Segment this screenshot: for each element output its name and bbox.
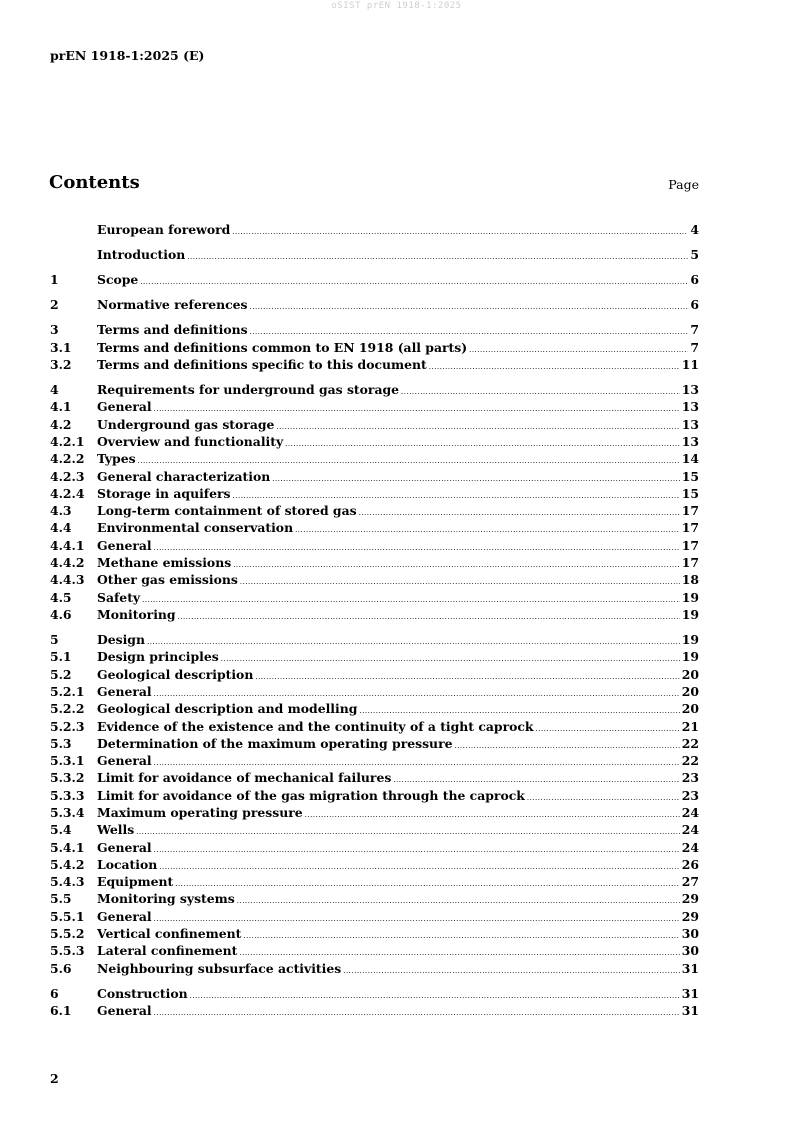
toc-entry-number: 5.4.3 [50, 874, 85, 890]
toc-entry[interactable] [50, 840, 699, 857]
toc-entry-page: 24 [681, 822, 699, 838]
toc-entry-page: 31 [681, 960, 699, 976]
page-number: 2 [50, 1071, 59, 1086]
toc-dot-leader [233, 561, 680, 569]
toc-entry[interactable] [50, 667, 699, 684]
toc-entry[interactable] [50, 736, 699, 753]
toc-entry-page: 13 [681, 416, 699, 432]
toc-dot-leader [147, 638, 680, 646]
toc-entry-number: 5.6 [50, 960, 72, 976]
toc-dot-leader [250, 328, 689, 336]
toc-entry[interactable] [50, 503, 699, 520]
toc-entry[interactable] [50, 486, 699, 503]
toc-entry-page: 7 [690, 322, 699, 338]
toc-entry-title[interactable]: Monitoring [97, 606, 176, 622]
toc-entry-title[interactable]: Wells [97, 822, 135, 838]
watermark: oSIST prEN 1918-1:2025 [331, 1, 462, 11]
toc-entry-number: 5.3.1 [50, 753, 85, 769]
toc-entry-title[interactable]: Methane emissions [97, 555, 232, 571]
toc-dot-leader [190, 992, 680, 1000]
toc-entry-page: 5 [690, 247, 699, 263]
toc-dot-leader [272, 475, 680, 483]
toc-entry[interactable] [50, 322, 699, 339]
toc-dot-leader [469, 346, 688, 354]
toc-dot-leader [233, 492, 680, 500]
toc-entry[interactable] [50, 572, 699, 589]
toc-entry-title[interactable]: General [97, 683, 152, 699]
toc-entry[interactable] [50, 357, 699, 374]
toc-entry-page: 22 [681, 753, 699, 769]
toc-entry[interactable] [50, 822, 699, 839]
toc-entry-number: 5.4.1 [50, 839, 85, 855]
toc-entry-title[interactable]: Environmental conservation [97, 520, 294, 536]
toc-entry-page: 20 [681, 701, 699, 717]
toc-entry[interactable] [50, 701, 699, 718]
toc-entry-number: 4.4 [50, 520, 72, 536]
toc-entry-page: 4 [690, 222, 699, 237]
toc-dot-leader [240, 578, 680, 586]
toc-dot-leader [175, 880, 680, 888]
toc-entry-page: 30 [681, 926, 699, 942]
toc-entry-page: 19 [681, 606, 699, 622]
toc-entry-number: 4.3 [50, 503, 72, 519]
toc-entry-title[interactable]: Maximum operating pressure [97, 804, 303, 820]
toc-dot-leader [295, 526, 680, 534]
toc-entry-number: 4.4.3 [50, 572, 85, 588]
toc-entry-number: 4 [50, 382, 59, 398]
toc-entry-title[interactable]: General [97, 1003, 152, 1019]
toc-entry-page: 24 [681, 804, 699, 820]
toc-entry[interactable] [50, 469, 699, 486]
toc-entry-number: 4.1 [50, 399, 72, 415]
toc-entry-number: 3 [50, 322, 59, 338]
toc-entry-page: 6 [690, 272, 699, 288]
toc-entry[interactable] [50, 891, 699, 908]
toc-entry-title[interactable]: Long-term containment of stored gas [97, 503, 357, 519]
toc-entry-title[interactable]: Normative references [97, 297, 248, 313]
toc-entry[interactable] [50, 340, 699, 357]
toc-entry-page: 31 [681, 1003, 699, 1019]
toc-entry-number: 1 [50, 272, 59, 288]
toc-dot-leader [527, 794, 680, 802]
toc-entry-page: 11 [681, 356, 699, 372]
toc-entry-page: 13 [681, 433, 699, 449]
toc-entry[interactable] [50, 986, 699, 1003]
toc-entry[interactable] [50, 590, 699, 607]
toc-entry-page: 17 [681, 520, 699, 536]
toc-entry-title[interactable]: Terms and definitions common to EN 1918 (all parts) [97, 339, 468, 355]
toc-entry-page: 14 [681, 451, 699, 467]
toc-entry-number: 4.6 [50, 606, 72, 622]
toc-entry-number: 5.3 [50, 735, 72, 751]
table-of-contents [50, 222, 699, 1020]
toc-dot-leader [305, 811, 680, 819]
toc-entry-title[interactable]: Design [97, 632, 145, 648]
toc-entry-number: 5.3.4 [50, 804, 85, 820]
toc-entry-title[interactable]: General characterization [97, 468, 271, 484]
toc-dot-leader [359, 509, 680, 517]
toc-entry-title[interactable]: Underground gas storage [97, 416, 275, 432]
page-column-label: Page [668, 177, 699, 192]
toc-entry-page: 29 [681, 908, 699, 924]
toc-entry-title[interactable]: Vertical confinement [97, 926, 242, 942]
toc-dot-leader [429, 363, 680, 371]
toc-entry-number: 4.2.1 [50, 433, 85, 449]
toc-entry-number: 5.5 [50, 891, 72, 907]
toc-entry-number: 5.4.2 [50, 856, 85, 872]
toc-dot-leader [255, 673, 679, 681]
toc-dot-leader [154, 690, 680, 698]
toc-dot-leader [276, 423, 679, 431]
toc-entry-title[interactable]: General [97, 399, 152, 415]
toc-entry[interactable] [50, 857, 699, 874]
toc-entry[interactable] [50, 909, 699, 926]
toc-entry-page: 23 [681, 787, 699, 803]
toc-entry[interactable] [50, 247, 699, 264]
toc-entry-number: 5.1 [50, 649, 72, 665]
toc-entry[interactable] [50, 753, 699, 770]
toc-entry-number: 3.2 [50, 356, 72, 372]
toc-entry-page: 15 [681, 485, 699, 501]
toc-dot-leader [359, 707, 679, 715]
toc-entry-number: 5.2.2 [50, 701, 85, 717]
toc-entry-title[interactable]: Introduction [97, 247, 186, 263]
toc-dot-leader [243, 932, 679, 940]
toc-dot-leader [154, 759, 680, 767]
toc-entry-page: 20 [681, 666, 699, 682]
toc-entry-number: 4.4.2 [50, 555, 85, 571]
toc-dot-leader [140, 278, 688, 286]
toc-dot-leader [142, 596, 680, 604]
toc-entry-title[interactable]: General [97, 753, 152, 769]
toc-entry-page: 15 [681, 468, 699, 484]
toc-entry[interactable] [50, 451, 699, 468]
toc-entry-page: 19 [681, 649, 699, 665]
toc-entry-title[interactable]: General [97, 839, 152, 855]
toc-entry-title[interactable]: Terms and definitions specific to this document [97, 356, 427, 372]
toc-dot-leader [178, 613, 680, 621]
toc-entry-title[interactable]: Terms and definitions [97, 322, 248, 338]
toc-entry[interactable] [50, 649, 699, 666]
toc-entry-page: 18 [681, 572, 699, 588]
toc-entry-title[interactable]: Monitoring systems [97, 891, 235, 907]
toc-entry[interactable] [50, 1003, 699, 1020]
toc-entry-title[interactable]: Scope [97, 272, 139, 288]
toc-entry[interactable] [50, 632, 699, 649]
toc-entry[interactable] [50, 788, 699, 805]
toc-entry[interactable] [50, 520, 699, 537]
toc-dot-leader [239, 949, 679, 957]
toc-dot-leader [136, 828, 680, 836]
toc-entry[interactable] [50, 222, 699, 239]
toc-dot-leader [285, 440, 680, 448]
toc-entry-number: 6 [50, 985, 59, 1001]
toc-entry-number: 6.1 [50, 1003, 72, 1019]
toc-dot-leader [159, 863, 679, 871]
toc-entry-number: 5.2.1 [50, 683, 85, 699]
toc-dot-leader [401, 388, 680, 396]
toc-dot-leader [454, 742, 679, 750]
toc-entry-number: 5.2.3 [50, 718, 85, 734]
toc-entry-page: 23 [681, 770, 699, 786]
toc-entry[interactable] [50, 719, 699, 736]
toc-entry-title[interactable]: Limit for avoidance of mechanical failures [97, 770, 392, 786]
toc-entry-number: 5.5.1 [50, 908, 85, 924]
toc-dot-leader [232, 228, 688, 236]
toc-entry-title[interactable]: Design principles [97, 649, 219, 665]
toc-entry-title[interactable]: Neighbouring subsurface activities [97, 960, 342, 976]
toc-entry[interactable] [50, 555, 699, 572]
toc-entry-page: 13 [681, 399, 699, 415]
toc-entry-title[interactable]: Requirements for underground gas storage [97, 382, 400, 398]
toc-entry-title[interactable]: European foreword [97, 222, 231, 237]
toc-entry[interactable] [50, 684, 699, 701]
toc-entry-number: 5.5.3 [50, 943, 85, 959]
toc-entry[interactable] [50, 805, 699, 822]
toc-dot-leader [154, 405, 680, 413]
toc-dot-leader [154, 915, 680, 923]
toc-entry-title[interactable]: Lateral confinement [97, 943, 238, 959]
toc-entry-title[interactable]: Construction [97, 985, 188, 1001]
toc-entry[interactable] [50, 607, 699, 624]
toc-entry-number: 3.1 [50, 339, 72, 355]
toc-entry-number: 4.4.1 [50, 537, 85, 553]
toc-entry-number: 5.2 [50, 666, 72, 682]
toc-entry-title[interactable]: Equipment [97, 874, 174, 890]
toc-entry-number: 4.2 [50, 416, 72, 432]
toc-entry-number: 5.5.2 [50, 926, 85, 942]
toc-entry[interactable] [50, 434, 699, 451]
toc-entry-page: 7 [690, 339, 699, 355]
toc-dot-leader [343, 967, 680, 975]
toc-entry-page: 29 [681, 891, 699, 907]
toc-entry[interactable] [50, 926, 699, 943]
toc-dot-leader [237, 897, 680, 905]
toc-entry-number: 4.2.3 [50, 468, 85, 484]
toc-entry[interactable] [50, 943, 699, 960]
toc-entry[interactable] [50, 874, 699, 891]
toc-entry-page: 30 [681, 943, 699, 959]
toc-entry-title[interactable]: Other gas emissions [97, 572, 238, 588]
toc-entry-title[interactable]: Safety [97, 589, 141, 605]
toc-entry[interactable] [50, 961, 699, 978]
toc-entry-title[interactable]: Types [97, 451, 136, 467]
toc-dot-leader [393, 776, 679, 784]
toc-entry-title[interactable]: Storage in aquifers [97, 485, 231, 501]
toc-entry-title[interactable]: Evidence of the existence and the continuity of a tight caprock [97, 718, 534, 734]
toc-dot-leader [221, 655, 680, 663]
toc-entry[interactable] [50, 297, 699, 314]
contents-heading: Contents [49, 172, 140, 193]
toc-entry-title[interactable]: Limit for avoidance of the gas migration through the caprock [97, 787, 525, 803]
toc-entry[interactable] [50, 382, 699, 399]
toc-entry-page: 24 [681, 839, 699, 855]
toc-entry-page: 19 [681, 632, 699, 648]
toc-dot-leader [154, 1009, 680, 1017]
toc-entry-number: 4.2.2 [50, 451, 85, 467]
toc-entry-title[interactable]: Geological description [97, 666, 254, 682]
toc-dot-leader [154, 846, 680, 854]
toc-entry-title[interactable]: Determination of the maximum operating pressure [97, 735, 453, 751]
toc-entry-title[interactable]: Location [97, 856, 158, 872]
toc-entry-page: 13 [681, 382, 699, 398]
toc-entry-page: 21 [681, 718, 699, 734]
toc-entry-title[interactable]: Overview and functionality [97, 433, 284, 449]
toc-dot-leader [154, 544, 680, 552]
toc-entry[interactable] [50, 538, 699, 555]
toc-entry-page: 22 [681, 735, 699, 751]
document-id: prEN 1918-1:2025 (E) [50, 48, 205, 63]
toc-entry-number: 5.4 [50, 822, 72, 838]
toc-entry-page: 20 [681, 683, 699, 699]
toc-entry-title[interactable]: Geological description and modelling [97, 701, 358, 717]
toc-entry-number: 5.3.3 [50, 787, 85, 803]
toc-entry-page: 31 [681, 985, 699, 1001]
toc-entry-page: 17 [681, 537, 699, 553]
toc-dot-leader [187, 253, 688, 261]
toc-entry-page: 6 [690, 297, 699, 313]
toc-entry-number: 4.5 [50, 589, 72, 605]
toc-entry-number: 2 [50, 297, 59, 313]
toc-entry-number: 5 [50, 632, 59, 648]
toc-entry-title[interactable]: General [97, 537, 152, 553]
toc-entry-title[interactable]: General [97, 908, 152, 924]
toc-entry-page: 17 [681, 503, 699, 519]
toc-entry-number: 4.2.4 [50, 485, 85, 501]
toc-entry-page: 19 [681, 589, 699, 605]
toc-entry[interactable] [50, 770, 699, 787]
toc-entry-page: 27 [681, 874, 699, 890]
toc-dot-leader [250, 303, 689, 311]
toc-entry-page: 26 [681, 856, 699, 872]
toc-entry-number: 5.3.2 [50, 770, 85, 786]
toc-entry[interactable] [50, 399, 699, 416]
toc-entry-page: 17 [681, 555, 699, 571]
toc-entry[interactable] [50, 417, 699, 434]
toc-dot-leader [138, 457, 680, 465]
toc-dot-leader [536, 725, 680, 733]
toc-entry[interactable] [50, 272, 699, 289]
